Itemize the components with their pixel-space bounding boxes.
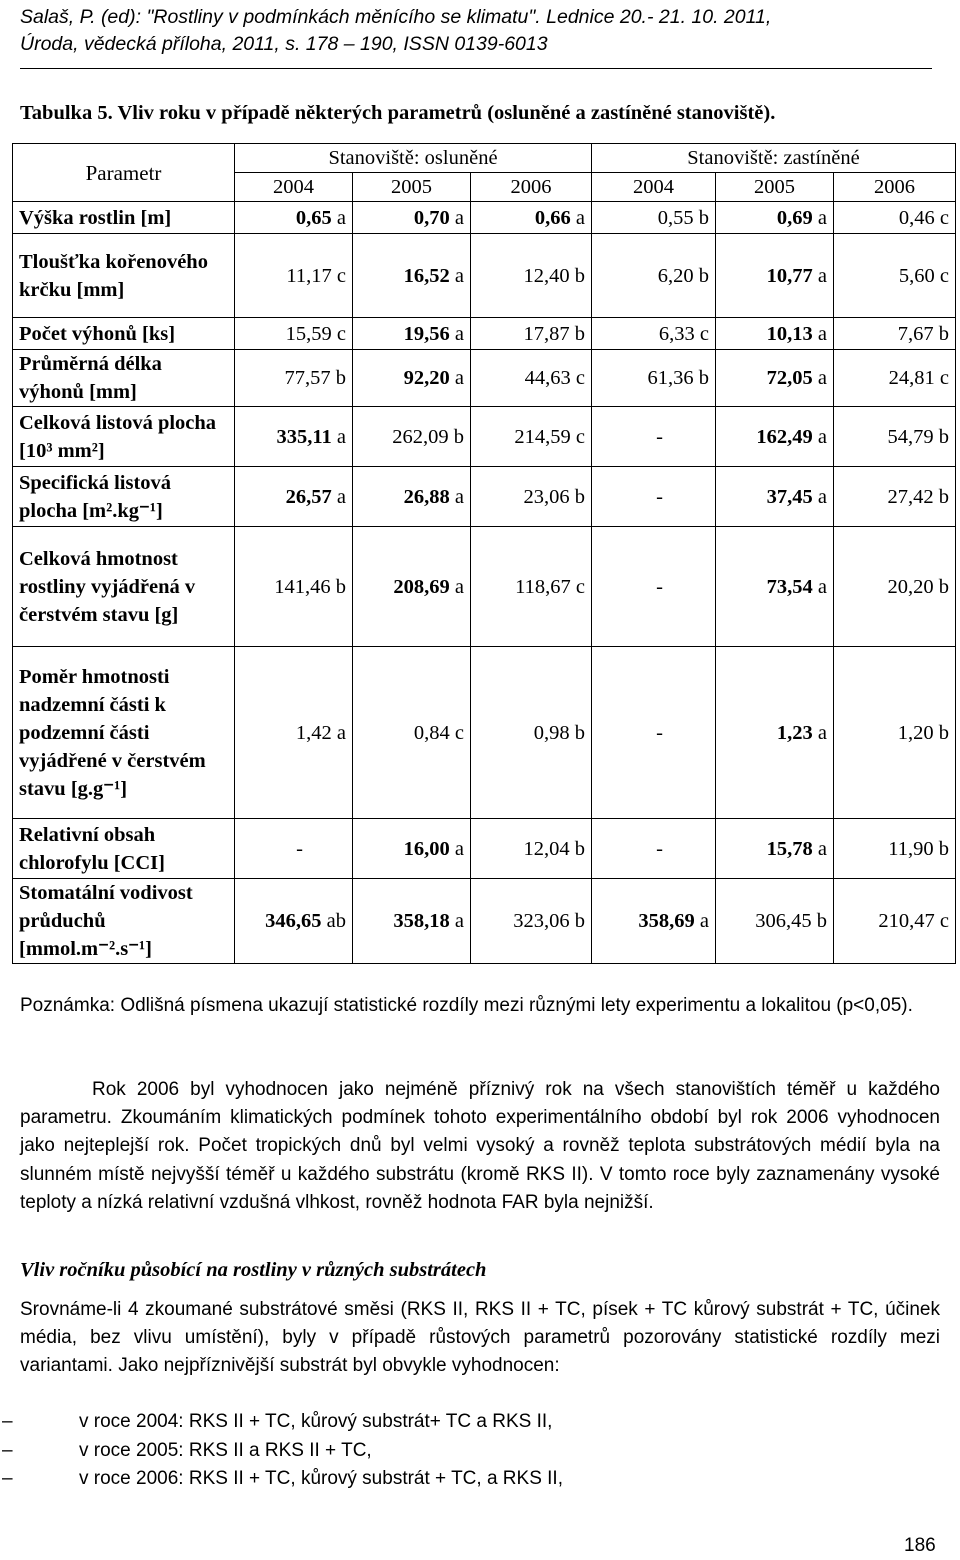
page-number: 186 <box>904 1535 936 1556</box>
results-table <box>12 143 956 964</box>
table-row <box>13 234 956 318</box>
significance-letter: b <box>574 721 585 744</box>
list-dash: – <box>2 1411 13 1432</box>
value-cell <box>834 527 956 647</box>
significance-letter: a <box>454 367 464 389</box>
value-cell <box>716 647 834 819</box>
cell-value: 27,42 <box>887 485 934 508</box>
value-cell <box>716 234 834 318</box>
year-header: 2004 <box>235 173 353 202</box>
cell-value: 16,00 <box>403 837 450 860</box>
significance-letter: a <box>817 425 827 448</box>
value-cell <box>834 350 956 407</box>
cell-value: 5,60 <box>898 264 935 287</box>
significance-letter: b <box>816 910 827 932</box>
significance-letter: b <box>938 837 950 860</box>
value-cell <box>592 234 716 318</box>
table-row <box>13 202 956 234</box>
header-line-1: Salaš, P. (ed): "Rostliny v podmínkách měnícího se klimatu". Lednice 20.- 21. 10. 2011, <box>20 6 772 28</box>
significance-letter: a <box>817 322 827 345</box>
parameter-cell: Celková hmotnost rostliny vyjádřená v čerstvém stavu [g] <box>13 527 235 647</box>
cell-value: 346,65 <box>265 910 322 932</box>
value-cell <box>716 819 834 879</box>
year-header: 2004 <box>592 173 716 202</box>
cell-value: 6,33 <box>658 322 695 345</box>
value-cell <box>353 647 471 819</box>
significance-letter: c <box>336 264 346 287</box>
running-header <box>20 4 940 58</box>
parameter-cell: Stomatální vodivost průduchů [mmol.m⁻².s⁻¹] <box>13 879 235 964</box>
list-dash: – <box>2 1468 13 1489</box>
table-row <box>13 879 956 964</box>
cell-value: 77,57 <box>284 367 331 389</box>
table-row <box>13 647 956 819</box>
significance-letter: a <box>817 837 827 860</box>
value-cell <box>471 467 592 527</box>
year-header: 2005 <box>716 173 834 202</box>
cell-value: 1,42 <box>295 721 332 744</box>
table-row <box>13 819 956 879</box>
significance-letter: b <box>574 910 585 932</box>
value-cell <box>834 318 956 350</box>
cell-value: 1,23 <box>776 721 813 744</box>
value-cell <box>353 234 471 318</box>
value-cell <box>592 527 716 647</box>
value-cell <box>592 407 716 467</box>
cell-value: 15,78 <box>766 837 813 860</box>
cell-value: 17,87 <box>523 322 570 345</box>
cell-value: 335,11 <box>276 425 332 448</box>
value-cell <box>353 318 471 350</box>
cell-value: 118,67 <box>515 575 571 598</box>
value-cell <box>716 202 834 234</box>
table-caption: Tabulka 5. Vliv roku v případě některých parametrů (osluněné a zastíněné stanoviště). <box>20 102 776 124</box>
cell-value: 214,59 <box>514 425 571 448</box>
value-cell <box>353 467 471 527</box>
cell-value: 10,77 <box>766 264 813 287</box>
cell-value: 54,79 <box>887 425 934 448</box>
value-cell <box>235 202 353 234</box>
value-cell <box>471 407 592 467</box>
cell-value: 162,49 <box>756 425 813 448</box>
cell-value: 44,63 <box>524 367 571 389</box>
value-cell <box>353 819 471 879</box>
significance-letter: c <box>939 367 950 389</box>
value-cell <box>834 407 956 467</box>
significance-letter: a <box>699 910 709 932</box>
value-cell <box>716 879 834 964</box>
paragraph-1: Rok 2006 byl vyhodnocen jako nejméně příznivý rok na všech stanovištích téměř u každého parametru. Zkoumáním klimatických podmínek tohoto experimentálního období byl rok 2006 vyhodnocen jako nejteplejší rok. Počet tropických dnů byl velmi vysoký a rovněž teplota substrátových médií byla na slunném místě nejvyšší téměř u každého substrátu (kromě RKS II). V tomto roce byly zaznamenány vysoké teploty a nízká relativní vzdušná vlhkost, rovněž hodnota FAR byla nejnižší. <box>20 1079 940 1213</box>
parameter-cell: Počet výhonů [ks] <box>13 318 235 350</box>
group-header-shaded: Stanoviště: zastíněné <box>592 144 956 173</box>
header-line-2: Úroda, vědecká příloha, 2011, s. 178 – 190, ISSN 0139-6013 <box>20 33 548 55</box>
value-cell <box>235 350 353 407</box>
cell-value: - <box>656 721 663 744</box>
value-cell <box>834 647 956 819</box>
cell-value: 6,20 <box>657 264 694 287</box>
cell-value: 1,20 <box>897 721 934 744</box>
significance-letter: b <box>335 575 346 598</box>
significance-letter: a <box>336 425 346 448</box>
value-cell <box>592 819 716 879</box>
value-cell <box>353 350 471 407</box>
significance-letter: c <box>699 322 709 345</box>
cell-value: 73,54 <box>766 575 813 598</box>
significance-letter: c <box>575 425 585 448</box>
value-cell <box>834 819 956 879</box>
parameter-cell: Tloušťka kořenového krčku [mm] <box>13 234 235 318</box>
cell-value: 323,06 <box>513 910 570 932</box>
value-cell <box>716 318 834 350</box>
table-row <box>13 350 956 407</box>
cell-value: 37,45 <box>766 485 813 508</box>
substrate-list <box>0 1408 940 1494</box>
year-header: 2005 <box>353 173 471 202</box>
value-cell <box>834 202 956 234</box>
cell-value: 16,52 <box>403 264 450 287</box>
cell-value: - <box>296 837 303 860</box>
table-row <box>13 467 956 527</box>
value-cell <box>471 819 592 879</box>
list-item-text: v roce 2005: RKS II a RKS II + TC, <box>79 1439 372 1461</box>
value-cell <box>353 202 471 234</box>
value-cell <box>235 819 353 879</box>
cell-value: 26,57 <box>285 485 332 508</box>
parameter-cell: Poměr hmotnosti nadzemní části k podzemní části vyjádřené v čerstvém stavu [g.g⁻¹] <box>13 647 235 819</box>
significance-letter: a <box>575 206 585 229</box>
significance-letter: b <box>574 264 585 287</box>
significance-letter: a <box>817 485 827 508</box>
cell-value: 12,40 <box>523 264 570 287</box>
significance-letter: a <box>336 721 346 744</box>
cell-value: 0,66 <box>534 206 571 229</box>
value-cell <box>592 318 716 350</box>
significance-letter: a <box>817 575 827 598</box>
cell-value: - <box>656 425 663 448</box>
parameter-cell: Výška rostlin [m] <box>13 202 235 234</box>
significance-letter: a <box>817 206 827 229</box>
significance-letter: b <box>938 575 950 598</box>
table-header-row-1 <box>13 144 956 173</box>
significance-letter: b <box>335 367 346 389</box>
significance-letter: a <box>454 837 464 860</box>
cell-value: 0,70 <box>413 206 450 229</box>
significance-letter: a <box>454 206 464 229</box>
cell-value: 19,56 <box>403 322 450 345</box>
value-cell <box>716 350 834 407</box>
significance-letter: c <box>939 910 950 932</box>
value-cell <box>471 350 592 407</box>
cell-value: 358,69 <box>638 910 695 932</box>
cell-value: 24,81 <box>888 367 935 389</box>
cell-value: 15,59 <box>285 322 332 345</box>
cell-value: - <box>656 837 663 860</box>
list-item <box>0 1437 940 1466</box>
significance-letter: b <box>698 264 709 287</box>
value-cell <box>235 407 353 467</box>
cell-value: 0,65 <box>295 206 332 229</box>
significance-letter: b <box>453 425 464 448</box>
param-header: Parametr <box>13 144 235 202</box>
value-cell <box>834 879 956 964</box>
cell-value: 92,20 <box>403 367 450 389</box>
cell-value: 10,13 <box>766 322 813 345</box>
significance-letter: a <box>454 322 464 345</box>
table-row <box>13 407 956 467</box>
group-header-sunny: Stanoviště: osluněné <box>235 144 592 173</box>
significance-letter: a <box>817 721 827 744</box>
significance-letter: b <box>574 322 585 345</box>
significance-letter: a <box>454 910 464 932</box>
cell-value: 26,88 <box>403 485 450 508</box>
cell-value: 7,67 <box>897 322 934 345</box>
value-cell <box>592 202 716 234</box>
list-item-text: v roce 2006: RKS II + TC, kůrový substrát + TC, a RKS II, <box>79 1468 563 1489</box>
header-rule <box>20 68 932 69</box>
cell-value: 20,20 <box>887 575 934 598</box>
significance-letter: b <box>574 485 585 508</box>
value-cell <box>471 879 592 964</box>
significance-letter: b <box>938 485 950 508</box>
cell-value: 0,46 <box>898 206 935 229</box>
significance-letter: c <box>575 575 585 598</box>
significance-letter: b <box>698 206 709 229</box>
significance-letter: c <box>939 264 950 287</box>
table-row <box>13 527 956 647</box>
cell-value: - <box>656 575 663 598</box>
table-note: Poznámka: Odlišná písmena ukazují statistické rozdíly mezi různými lety experimentu a lokalitou (p<0,05). <box>20 995 913 1016</box>
year-header: 2006 <box>834 173 956 202</box>
list-item <box>0 1408 940 1437</box>
cell-value: 0,98 <box>533 721 570 744</box>
year-header: 2006 <box>471 173 592 202</box>
value-cell <box>471 647 592 819</box>
value-cell <box>834 467 956 527</box>
significance-letter: a <box>817 264 827 287</box>
significance-letter: c <box>939 206 950 229</box>
value-cell <box>235 467 353 527</box>
cell-value: 141,46 <box>274 575 331 598</box>
value-cell <box>592 879 716 964</box>
table-body <box>13 202 956 964</box>
significance-letter: c <box>575 367 585 389</box>
value-cell <box>471 202 592 234</box>
significance-letter: b <box>938 322 950 345</box>
cell-value: 262,09 <box>392 425 449 448</box>
significance-letter: c <box>454 721 464 744</box>
cell-value: 23,06 <box>523 485 570 508</box>
value-cell <box>834 234 956 318</box>
cell-value: 0,69 <box>776 206 813 229</box>
value-cell <box>235 318 353 350</box>
table-row <box>13 318 956 350</box>
cell-value: 210,47 <box>878 910 935 932</box>
value-cell <box>471 527 592 647</box>
list-item-text: v roce 2004: RKS II + TC, kůrový substrát+ TC a RKS II, <box>79 1411 553 1432</box>
value-cell <box>353 879 471 964</box>
significance-letter: b <box>938 425 950 448</box>
significance-letter: a <box>454 264 464 287</box>
cell-value: 0,55 <box>657 206 694 229</box>
cell-value: 306,45 <box>755 910 812 932</box>
cell-value: 72,05 <box>766 367 813 389</box>
cell-value: 61,36 <box>647 367 694 389</box>
significance-letter: a <box>817 367 827 389</box>
value-cell <box>235 647 353 819</box>
section-subheading: Vliv ročníku působící na rostliny v různých substrátech <box>20 1259 487 1281</box>
significance-letter: b <box>938 721 950 744</box>
list-item <box>0 1465 940 1494</box>
value-cell <box>592 467 716 527</box>
cell-value: 11,90 <box>888 837 934 860</box>
cell-value: 11,17 <box>286 264 332 287</box>
significance-letter: a <box>336 206 346 229</box>
significance-letter: a <box>454 575 464 598</box>
value-cell <box>471 234 592 318</box>
parameter-cell: Relativní obsah chlorofylu [CCI] <box>13 819 235 879</box>
value-cell <box>353 407 471 467</box>
significance-letter: a <box>454 485 464 508</box>
value-cell <box>353 527 471 647</box>
significance-letter: ab <box>326 910 346 932</box>
cell-value: 0,84 <box>413 721 450 744</box>
value-cell <box>592 647 716 819</box>
significance-letter: a <box>336 485 346 508</box>
value-cell <box>716 527 834 647</box>
significance-letter: c <box>336 322 346 345</box>
value-cell <box>235 879 353 964</box>
list-dash: – <box>2 1439 13 1461</box>
value-cell <box>716 467 834 527</box>
significance-letter: b <box>698 367 709 389</box>
cell-value: 208,69 <box>393 575 450 598</box>
value-cell <box>235 527 353 647</box>
value-cell <box>592 350 716 407</box>
value-cell <box>471 318 592 350</box>
cell-value: 12,04 <box>523 837 570 860</box>
parameter-cell: Průměrná délka výhonů [mm] <box>13 350 235 407</box>
significance-letter: b <box>574 837 585 860</box>
cell-value: 358,18 <box>393 910 450 932</box>
value-cell <box>235 234 353 318</box>
value-cell <box>716 407 834 467</box>
cell-value: - <box>656 485 663 508</box>
parameter-cell: Celková listová plocha [10³ mm²] <box>13 407 235 467</box>
paragraph-2: Srovnáme-li 4 zkoumané substrátové směsi (RKS II, RKS II + TC, písek + TC kůrový substrát + TC, účinek média, bez vlivu umístění), byly v případě růstových parametrů pozorovány statistické rozdíly mezi variantami. Jako nejpříznivější substrát byl obvykle vyhodnocen: <box>20 1299 940 1377</box>
parameter-cell: Specifická listová plocha [m².kg⁻¹] <box>13 467 235 527</box>
